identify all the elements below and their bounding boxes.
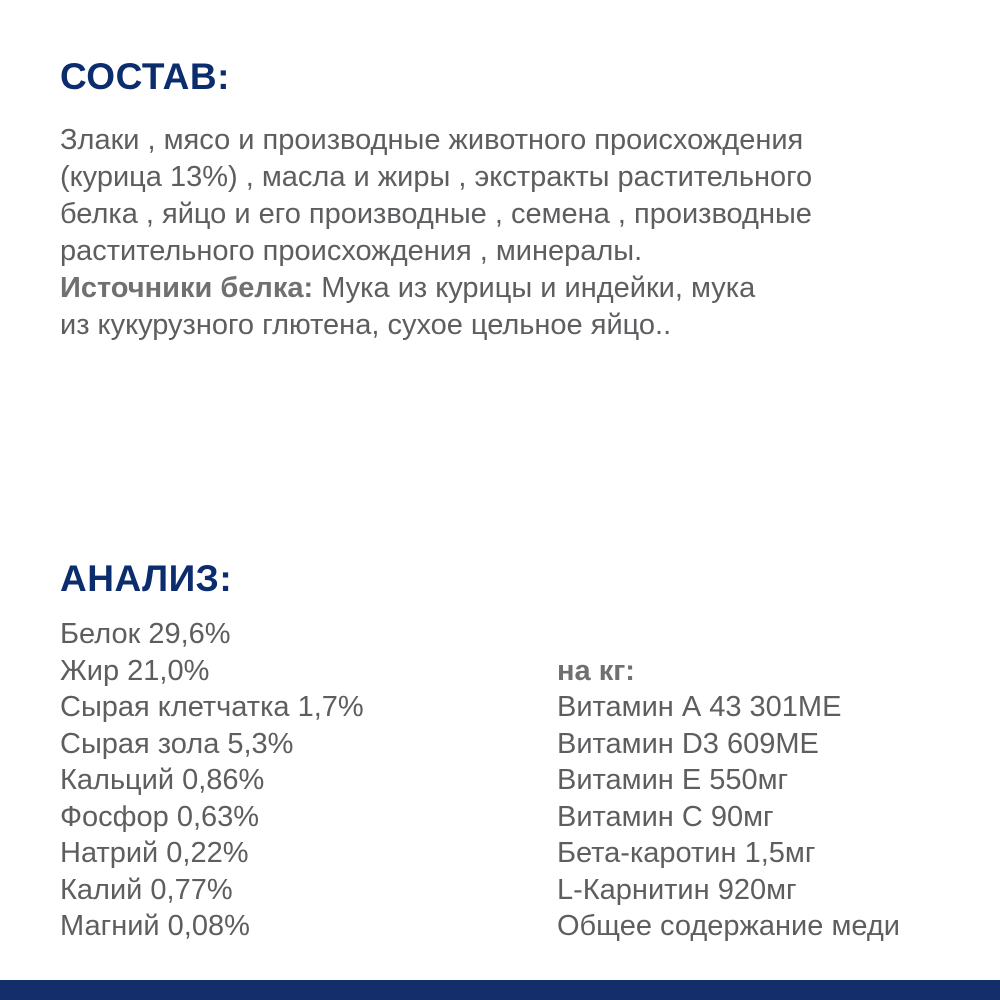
composition-text xyxy=(60,122,960,344)
analysis-heading: АНАЛИЗ: xyxy=(60,558,233,599)
footer-bar xyxy=(0,980,1000,1000)
nutrient-item: Кальций 0,86% xyxy=(60,764,265,796)
protein-sources-label: Источники белка: xyxy=(60,272,314,304)
composition-line: растительного происхождения , минералы. xyxy=(60,235,643,267)
protein-sources-continuation: из кукурузного глютена, сухое цельное яйцо.. xyxy=(60,309,672,341)
composition-heading: СОСТАВ: xyxy=(60,56,230,97)
nutrient-item: Сырая зола 5,3% xyxy=(60,727,294,760)
vitamin-list xyxy=(557,616,900,945)
protein-sources-text: Мука из курицы и индейки, мука xyxy=(313,272,756,304)
vitamin-item: Бета-каротин 1,5мг xyxy=(557,837,816,869)
vitamin-item: Витамин Е 550мг xyxy=(557,764,789,796)
spacer xyxy=(557,616,900,653)
nutrient-item: Белок 29,6% xyxy=(60,618,231,650)
vitamin-item: Витамин D3 609МЕ xyxy=(557,727,819,760)
nutrient-item: Натрий 0,22% xyxy=(60,837,249,869)
nutrient-item: Сырая клетчатка 1,7% xyxy=(60,691,364,723)
protein-sources-line xyxy=(60,270,960,307)
nutrient-item: Магний 0,08% xyxy=(60,910,250,942)
vitamin-item: Общее содержание меди xyxy=(557,910,900,942)
nutrient-list xyxy=(60,616,364,945)
vitamin-item: L-Карнитин 920мг xyxy=(557,873,797,906)
composition-line: (курица 13%) , масла и жиры , экстракты растительного xyxy=(60,161,813,193)
composition-line: Злаки , мясо и производные животного происхождения xyxy=(60,124,804,156)
nutrient-item: Фосфор 0,63% xyxy=(60,800,260,833)
vitamin-item: Витамин С 90мг xyxy=(557,800,774,833)
composition-line: белка , яйцо и его производные , семена , производные xyxy=(60,198,812,230)
vitamin-item: Витамин А 43 301МЕ xyxy=(557,691,842,723)
per-kg-label: на кг: xyxy=(557,654,635,687)
nutrient-item: Калий 0,77% xyxy=(60,873,233,906)
nutrient-item: Жир 21,0% xyxy=(60,654,210,687)
